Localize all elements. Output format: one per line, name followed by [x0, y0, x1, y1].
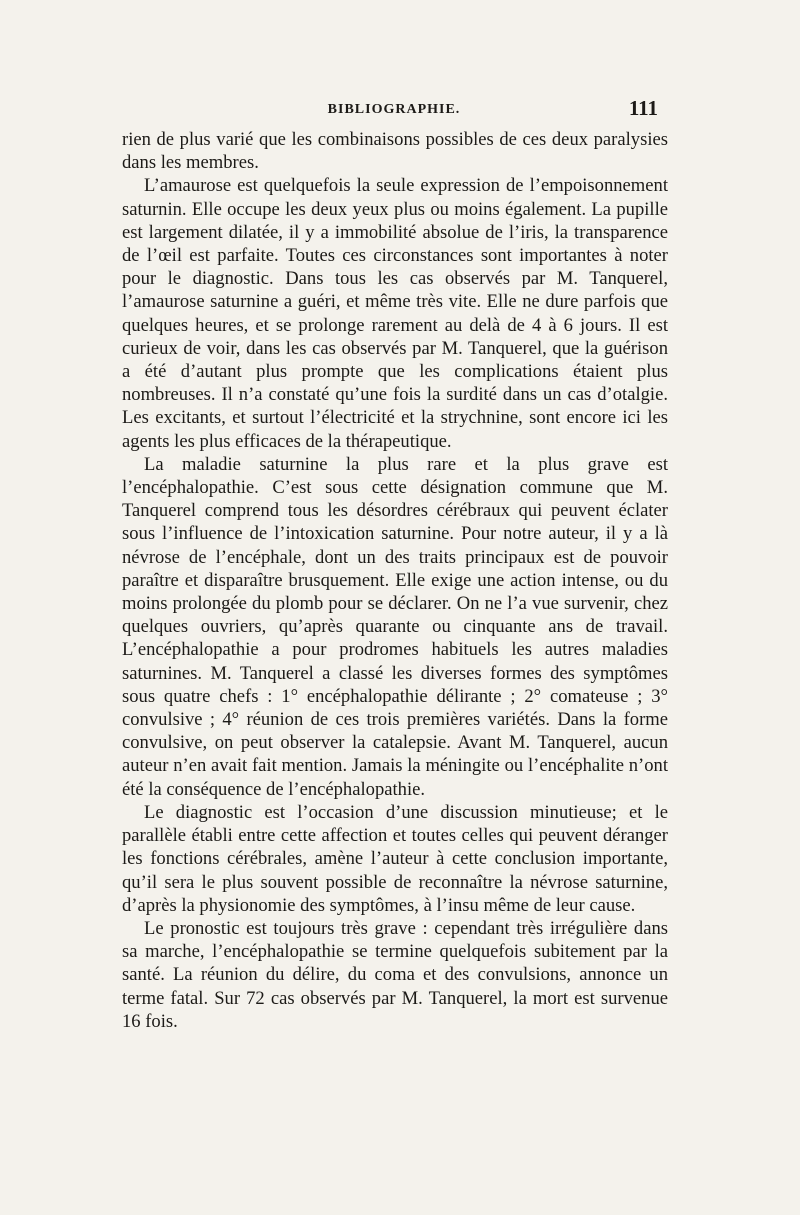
- paragraph-diagnostic: Le diagnostic est l’occasion d’une discussion minutieuse; et le parallèle établi entre cette affection et toutes celles qui peuvent déranger les fonctions cérébrales, amène l’auteur à cette conclusion importante, qu’il sera le plus souvent possible de reconnaître la névrose saturnine, d’après la physionomie des symptômes, à l’insu même de leur cause.: [122, 801, 668, 916]
- page-header: [122, 96, 666, 126]
- paragraph-continuation: rien de plus varié que les combinaisons possibles de ces deux paralysies dans les membres.: [122, 129, 668, 174]
- page-number: 111: [628, 96, 658, 120]
- body-text: [122, 128, 668, 1033]
- paragraph-pronostic: Le pronostic est toujours très grave : cependant très irrégulière dans sa marche, l’encéphalopathie se termine quelquefois subitement par la santé. La réunion du délire, du coma et des convulsions, annonce un terme fatal. Sur 72 cas observés par M. Tanquerel, la mort est survenue 16 fois.: [122, 917, 668, 1032]
- running-title: BIBLIOGRAPHIE.: [327, 102, 461, 117]
- paragraph-encephalopathie: La maladie saturnine la plus rare et la plus grave est l’encéphalopathie. C’est sous cette désignation commune que M. Tanquerel comprend tous les désordres cérébraux qui peuvent éclater sous l’influence de l’intoxication saturnine. Pour notre auteur, il y a là névrose de l’encéphale, dont un des traits principaux est de pouvoir paraître et disparaître brusquement. Elle exige une action intense, ou du moins prolongée du plomb pour se déclarer. On ne l’a vue survenir, chez quelques ouvriers, qu’après quarante ou cinquante ans de travail. L’encéphalopathie a pour prodromes habituels les autres maladies saturnines. M. Tanquerel a classé les diverses formes des symptômes sous quatre chefs : 1° encéphalopathie délirante ; 2° comateuse ; 3° convulsive ; 4° réunion de ces trois premières variétés. Dans la forme convulsive, on peut observer la catalepsie. Avant M. Tanquerel, aucun auteur n’en avait fait mention. Jamais la méningite ou l’encéphalite n’ont été la conséquence de l’encéphalopathie.: [122, 453, 668, 800]
- paragraph-amaurose: L’amaurose est quelquefois la seule expression de l’empoisonnement saturnin. Elle occupe les deux yeux plus ou moins également. La pupille est largement dilatée, il y a immobilité absolue de l’iris, la transparence de l’œil est parfaite. Toutes ces circonstances sont importantes à noter pour le diagnostic. Dans tous les cas observés par M. Tanquerel, l’amaurose saturnine a guéri, et même très vite. Elle ne dure parfois que quelques heures, et se prolonge rarement au delà de 4 à 6 jours. Il est curieux de voir, dans les cas observés par M. Tanquerel, que la guérison a été d’autant plus prompte que les complications étaient plus nombreuses. Il n’a constaté qu’une fois la surdité dans un cas d’otalgie. Les excitants, et surtout l’électricité et la strychnine, sont encore ici les agents les plus efficaces de la thérapeutique.: [122, 175, 668, 452]
